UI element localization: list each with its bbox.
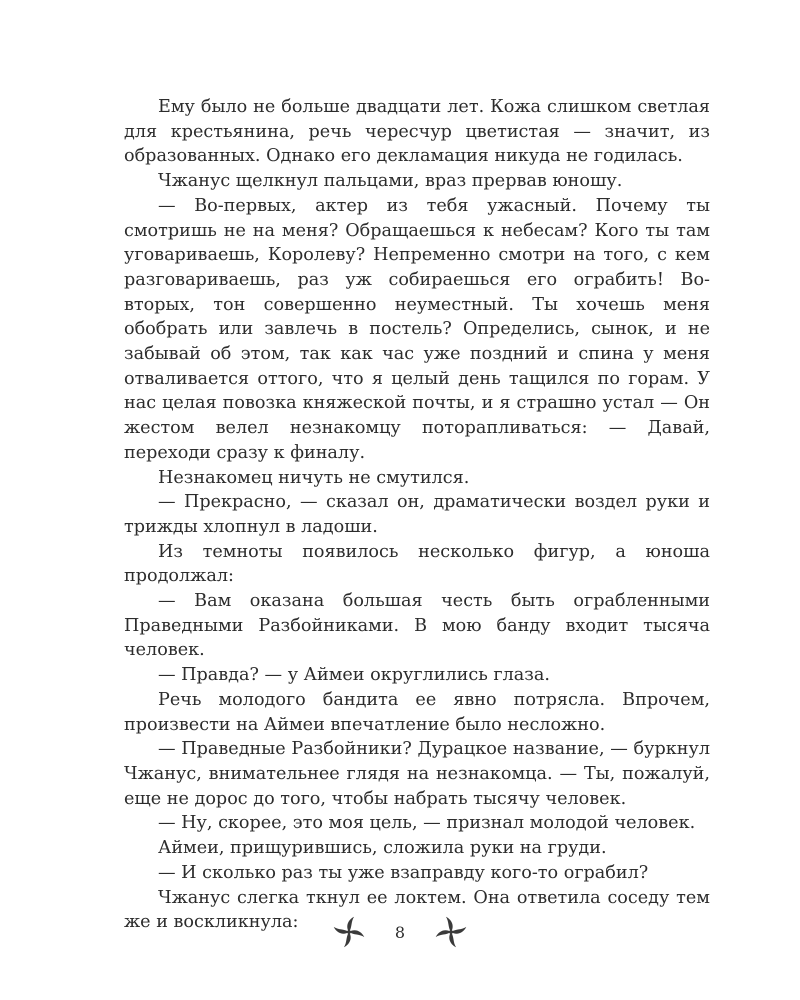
paragraph-13: — И сколько раз ты уже взаправду кого-то ограбил? [158, 862, 649, 883]
paragraph-8: — Правда? — у Аймеи округлились глаза. [158, 665, 550, 686]
pinwheel-ornament-icon [434, 915, 468, 949]
page-number: 8 [394, 922, 406, 942]
paragraph-7: — Вам оказана большая честь быть ограбленными Праведными Разбойниками. В мою банду входит тысяча человек. [124, 591, 710, 661]
paragraph-1: Ему было не больше двадцати лет. Кожа слишком светлая для крестьянина, речь чересчур цветистая — значит, из образованных. Однако его декламация никуда не годилась. [124, 97, 710, 167]
paragraph-6: Из темноты появилось несколько фигур, а юноша продолжал: [124, 541, 710, 587]
paragraph-2: Чжанус щелкнул пальцами, враз прервав юношу. [158, 171, 623, 192]
paragraph-5: — Прекрасно, — сказал он, драматически воздел руки и трижды хлопнул в ладоши. [124, 492, 710, 537]
paragraph-14: Чжанус слегка ткнул ее локтем. Она ответила соседу тем же и воскликнула: [124, 887, 710, 933]
paragraph-12: Аймеи, прищурившись, сложила руки на груди. [158, 838, 607, 859]
body-text [124, 95, 710, 935]
paragraph-11: — Ну, скорее, это моя цель, — признал молодой человек. [158, 813, 696, 834]
page-footer [0, 912, 800, 952]
pinwheel-ornament-icon [332, 915, 366, 949]
paragraph-3: — Во-первых, актер из тебя ужасный. Почему ты смотришь не на меня? Обращаешься к небесам? Кого ты там уговариваешь, Королеву? Непременно смотри на того, с кем разговариваешь, раз уж собираешься его ограбить! Во-вторых, тон совершенно неуместный. Ты хочешь меня обобрать или завлечь в постель? Определись, сынок, и не забывай об этом, так как час уже поздний и спина у меня отваливается оттого, что я целый день тащился по горам. У нас целая повозка княжеской почты, и я страшно устал — Он жестом велел незнакомцу поторапливаться: — Давай, переходи сразу к финалу. [124, 195, 710, 463]
paragraph-10: — Праведные Разбойники? Дурацкое название, — буркнул Чжанус, внимательнее глядя на незнакомца. — Ты, пожалуй, еще не дорос до того, чтобы набрать тысячу человек. [124, 739, 710, 809]
paragraph-4: Незнакомец ничуть не смутился. [158, 467, 470, 488]
paragraph-9: Речь молодого бандита ее явно потрясла. Впрочем, произвести на Аймеи впечатление было несложно. [124, 689, 710, 735]
